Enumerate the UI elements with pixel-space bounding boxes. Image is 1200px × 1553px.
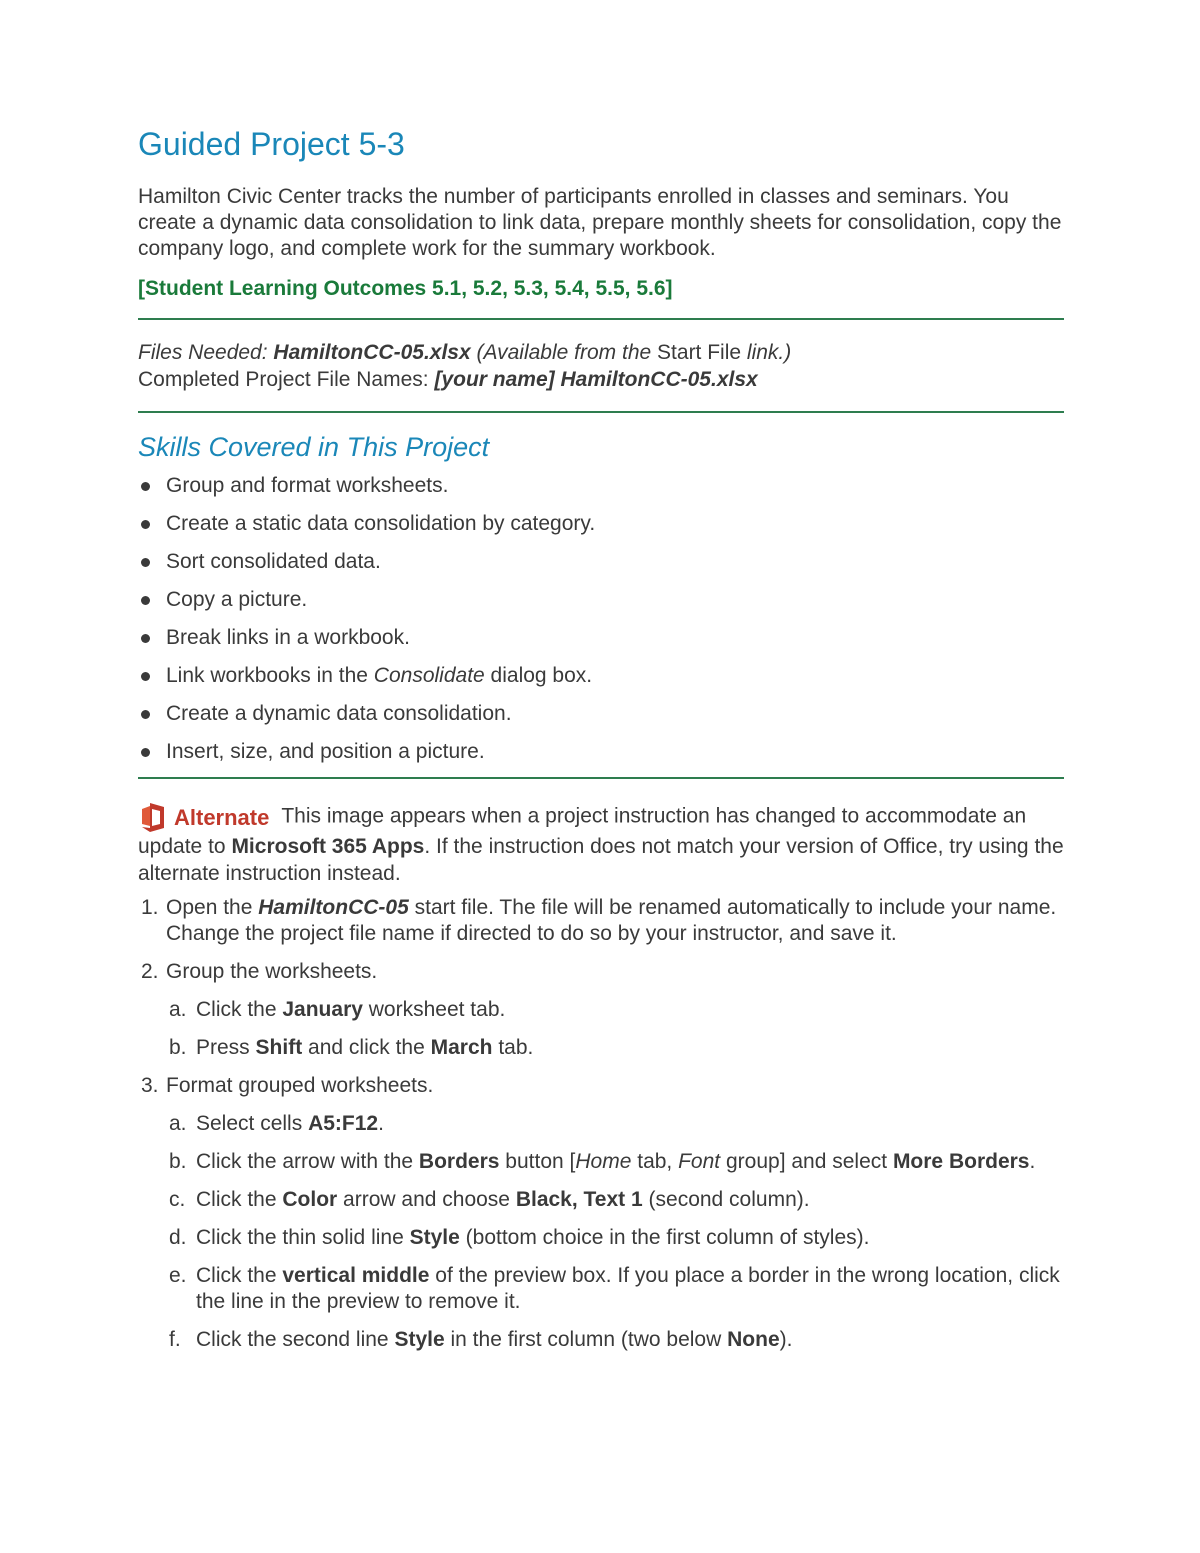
bullet-icon: [141, 558, 150, 567]
bullet-icon: [141, 710, 150, 719]
files-block: [138, 339, 1064, 393]
office-logo-icon: [138, 801, 168, 833]
steps-list: [138, 895, 1064, 1353]
divider: [138, 318, 1064, 320]
bullet-icon: [141, 672, 150, 681]
step-1: 1. Open the HamiltonCC-05 start file. The file will be renamed automatically to include your name. Change the project file name if directed to do so by your instructor, and save it.: [141, 896, 1057, 945]
files-needed-label: Files Needed:: [138, 341, 268, 364]
list-item: Copy a picture.: [138, 587, 1064, 613]
substeps: [166, 1111, 1064, 1353]
list-item: Insert, size, and position a picture.: [138, 739, 1064, 765]
skills-heading: Skills Covered in This Project: [138, 432, 490, 462]
learning-outcomes: [Student Learning Outcomes 5.1, 5.2, 5.3, 5.4, 5.5, 5.6]: [138, 277, 673, 300]
bullet-icon: [141, 748, 150, 757]
bullet-icon: [141, 634, 150, 643]
step-2: 2. Group the worksheets. a. Click the January worksheet tab. b. Press Shift and click the March tab.: [138, 959, 1064, 1061]
completed-file-name: [your name] HamiltonCC-05.xlsx: [434, 368, 758, 391]
divider: [138, 411, 1064, 413]
list-item: c. Click the Color arrow and choose Black, Text 1 (second column).: [169, 1188, 810, 1211]
list-item: Link workbooks in the Consolidate dialog box.: [138, 663, 1064, 689]
list-item: Sort consolidated data.: [138, 549, 1064, 575]
page-title: Guided Project 5-3: [138, 126, 405, 162]
list-item: Break links in a workbook.: [138, 625, 1064, 651]
list-item: f. Click the second line Style in the first column (two below None).: [169, 1328, 793, 1351]
list-item: Create a dynamic data consolidation.: [138, 701, 1064, 727]
alternate-note: Alternate This image appears when a project instruction has changed to accommodate an update to Microsoft 365 Apps. If the instruction does not match your version of Office, try using the alternate instruction instead.: [138, 801, 1064, 887]
list-item: a. Select cells A5:F12.: [169, 1112, 384, 1135]
start-file-link[interactable]: Start File: [657, 341, 742, 364]
completed-files-line: [138, 366, 1064, 393]
available-post: link.): [746, 341, 792, 364]
bullet-icon: [141, 520, 150, 529]
files-needed-file: HamiltonCC-05.xlsx: [273, 341, 471, 364]
list-item: e. Click the vertical middle of the preview box. If you place a border in the wrong location, click the line in the preview to remove it.: [169, 1264, 1060, 1313]
list-item: Create a static data consolidation by category.: [138, 511, 1064, 537]
apps-name: Microsoft 365 Apps: [231, 835, 425, 858]
files-needed-line: [138, 339, 1064, 366]
substeps: [166, 997, 1064, 1061]
alternate-badge: [138, 801, 269, 833]
list-item: b. Click the arrow with the Borders button [Home tab, Font group] and select More Borders.: [169, 1150, 1036, 1173]
list-item: b. Press Shift and click the March tab.: [169, 1036, 534, 1059]
alternate-label: Alternate: [174, 804, 270, 830]
list-item: a. Click the January worksheet tab.: [169, 998, 506, 1021]
bullet-icon: [141, 596, 150, 605]
skills-list: [138, 473, 1064, 765]
document-page: [138, 120, 1064, 1365]
completed-label: Completed Project File Names:: [138, 368, 429, 391]
list-item: d. Click the thin solid line Style (bottom choice in the first column of styles).: [169, 1226, 870, 1249]
step-3: 3. Format grouped worksheets. a. Select cells A5:F12. b. Click the arrow with the Borders button [Home tab, Font group] and select More Borders. c. Click the Color arrow and choose Black, Text 1 (second column). d. Click the thin solid line Style (bottom choice in the first column of styles). e. Click the vertical middle of the preview box. If you place a border in the wrong location, click the line in the preview to remove it. f. Click the second line Style in the first column (two below None).: [138, 1073, 1064, 1353]
intro-paragraph: Hamilton Civic Center tracks the number of participants enrolled in classes and seminars. You create a dynamic data consolidation to link data, prepare monthly sheets for consolidation, copy the company logo, and complete work for the summary workbook.: [138, 185, 1062, 260]
divider: [138, 777, 1064, 779]
bullet-icon: [141, 482, 150, 491]
available-pre: (Available from the: [476, 341, 652, 364]
list-item: Group and format worksheets.: [138, 473, 1064, 499]
